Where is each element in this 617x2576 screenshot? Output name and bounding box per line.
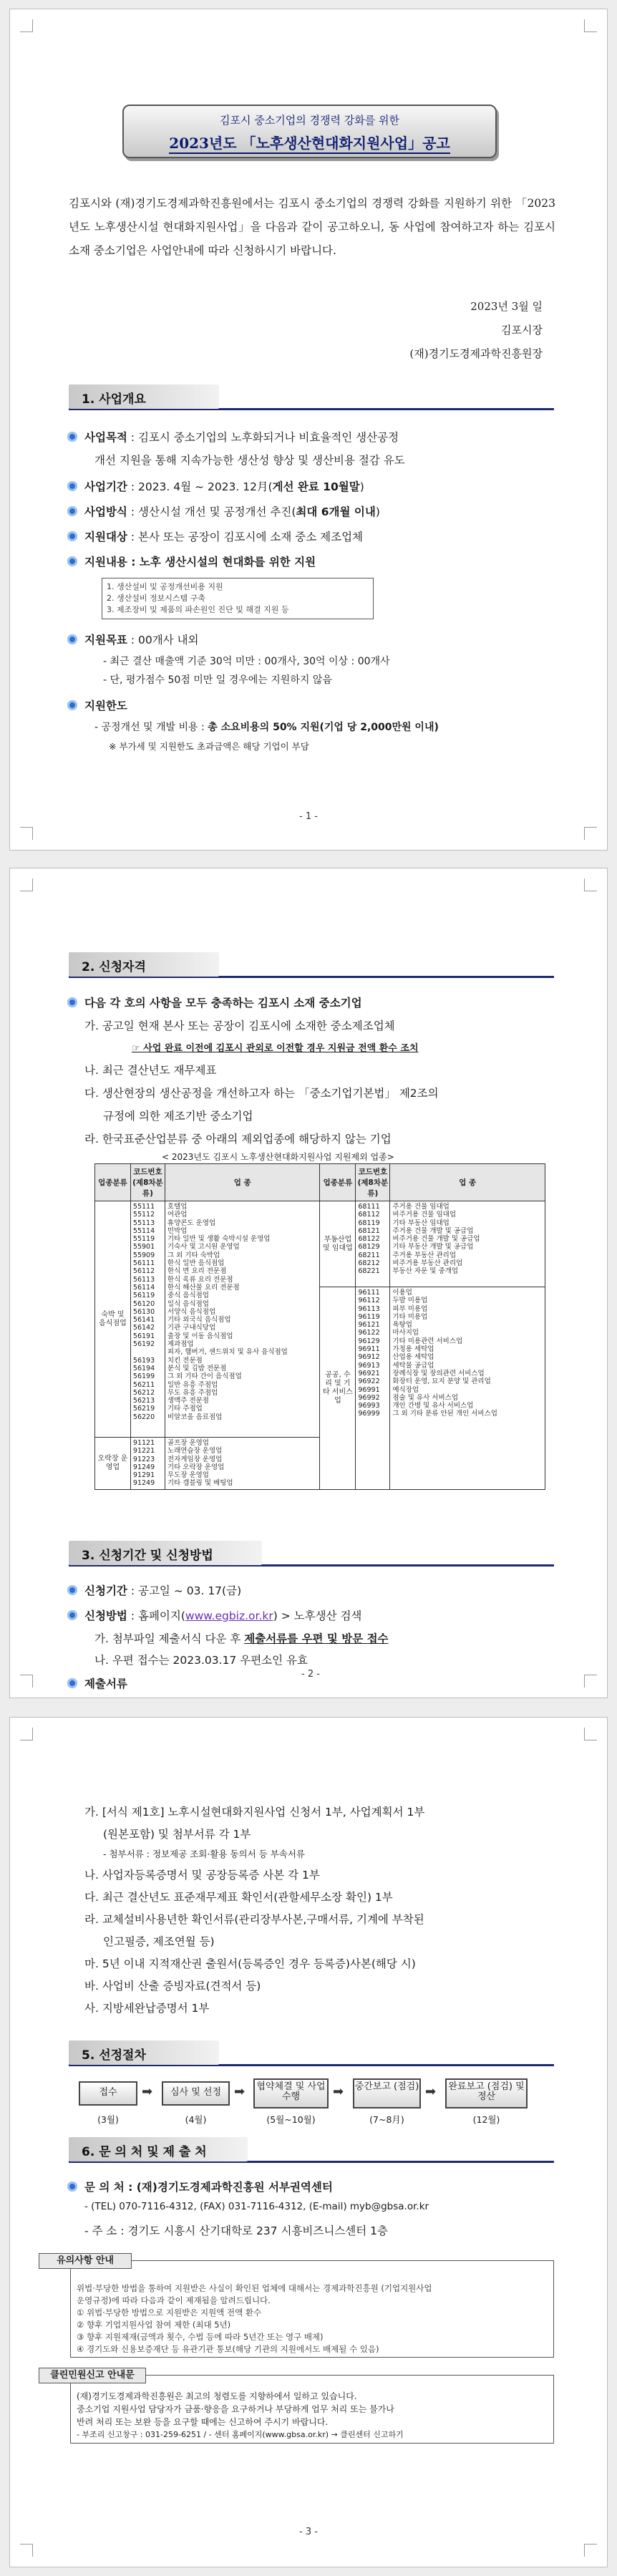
table-header-row: 업종분류 코드번호 (제8차분류) 업 종 업종분류 코드번호 (제8차분류) 업 종	[95, 1164, 545, 1201]
step-month: (5월~10월)	[266, 2114, 316, 2125]
section-heading: 6. 문 의 처 및 제 출 처	[69, 2134, 554, 2163]
page-number: - 1 -	[299, 811, 318, 822]
step-month: (3월)	[97, 2114, 119, 2125]
method-line: 사업방식 : 생산시설 개선 및 공정개선 추진(최대 6개월 이내)	[84, 505, 380, 518]
caution-line: ③ 향후 지원제재(금액과 횟수, 수법 등에 따라 5년간 또는 영구 배제)	[77, 2332, 324, 2342]
page-title: 2023년도 「노후생산현대화지원사업」공고	[124, 132, 495, 154]
caution-line: ④ 경기도와 신용보증재단 등 유관기관 통보(해당 기관의 지원에서도 배제될 수 있음)	[77, 2344, 379, 2354]
corner-mark	[20, 1728, 33, 1740]
step-month: (12월)	[472, 2114, 500, 2125]
doc-item: 사. 지방세완납증명서 1부	[84, 2002, 210, 2015]
purpose-line-2: 개선 지원을 통해 지속가능한 생산성 향상 및 생산비용 절감 유도	[94, 454, 405, 467]
doc-item: 가. [서식 제1호] 노후시설현대화지원사업 신청서 1부, 사업계획서 1부	[84, 1806, 425, 1819]
caution-line: 위법·부당한 방법을 통하여 지원받은 사실이 확인된 업체에 대해서는 경제과학진흥원 (기업지원사업	[77, 2283, 432, 2293]
caution-title: 유의사항 안내	[39, 2253, 132, 2269]
bullet-icon	[67, 1585, 77, 1595]
step-interim-report: 중간보고 (점검)	[353, 2078, 421, 2108]
step-review: 심사 및 선정	[162, 2081, 230, 2106]
content-item: 3. 제조장비 및 제품의 파손원인 진단 및 해결 지원 등	[107, 605, 289, 614]
arrow-right-icon: ➡	[333, 2084, 344, 2099]
apply-ga: 가. 첨부파일 제출서식 다운 후 제출서류를 우편 및 방문 접수	[94, 1632, 389, 1645]
bullet-icon	[67, 481, 77, 491]
intro-paragraph: 김포시와 (재)경기도경제과학진흥원에서는 김포시 중소기업의 경쟁력 강화를 지원하기 위한 「2023년도 노후생산시설 현대화지원사업」을 다음과 같이 공고하오니, 동 사업에 참여하고자 하는 김포시 소재 중소기업은 사업안내에 따라 신청하시기 바랍니다.	[69, 197, 555, 257]
notice-date: 2023년 3월 일	[470, 300, 543, 313]
apply-period-line: 신청기간 : 공고일 ~ 03. 17(금)	[84, 1584, 242, 1597]
doc-item: 다. 최근 결산년도 표준재무제표 확인서(관할세무소장 확인) 1부	[84, 1891, 393, 1904]
page-2	[9, 868, 608, 1698]
contact-address: - 주 소 : 경기도 시흥시 산기대학로 237 시흥비즈니스센터 1층	[84, 2224, 389, 2237]
section-heading: 5. 선정절차	[69, 2038, 554, 2066]
target-line: 지원대상 : 본사 또는 공장이 김포시에 소재 중소 제조업체	[84, 531, 364, 543]
signer-mayor: 김포시장	[501, 324, 543, 336]
report-line: 반려 처리 또는 보완 등을 요구할 때에는 신고하여 주시기 바랍니다.	[77, 2417, 329, 2427]
bullet-icon	[67, 432, 77, 442]
corner-mark	[584, 2544, 597, 2557]
corner-mark	[584, 827, 597, 840]
goal-sub-2: - 단, 평가점수 50점 미만 일 경우에는 지원하지 않음	[103, 674, 332, 686]
section-heading: 2. 신청자격	[69, 949, 554, 978]
eligibility-da: 다. 생산현장의 생산공정을 개선하고자 하는 「중소기업기본법」 제2조의	[84, 1087, 439, 1100]
bullet-icon	[67, 700, 77, 710]
arrow-right-icon: ➡	[234, 2084, 246, 2099]
doc-item: 나. 사업자등록증명서 및 공장등록증 사본 각 1부	[84, 1869, 320, 1882]
limit-note: ※ 부가세 및 지원한도 초과금액은 해당 기업이 부담	[109, 741, 309, 752]
corner-mark	[20, 827, 33, 840]
corner-mark	[20, 2544, 33, 2557]
doc-item: 마. 5년 이내 지적재산권 출원서(등록증인 경우 등록증)사본(해당 시)	[84, 1957, 416, 1970]
page-3	[9, 1717, 608, 2567]
apply-na: 나. 우편 접수는 2023.03.17 우편소인 유효	[94, 1654, 308, 1667]
corner-mark	[20, 19, 33, 32]
apply-method-line: 신청방법 : 홈페이지(www.egbiz.or.kr) > 노후생산 검색	[84, 1609, 362, 1622]
bullet-icon	[67, 1610, 77, 1620]
doc-item-note: - 첨부서류 : 정보제공 조회·활용 동의서 등 부속서류	[103, 1849, 306, 1859]
step-month: (4월)	[185, 2114, 207, 2125]
table-row: 오락장 운영업 91121 91221 91223 91249 91291 91249 골프장 운영업 노래연습장 운영업 전자게임장 운영업 기타 오락장 운영업 무도장 운영업 기타 갬블링 및 베팅업	[95, 1438, 545, 1490]
bullet-icon	[67, 556, 77, 566]
period-line: 사업기간 : 2023. 4월 ~ 2023. 12月(게선 완료 10월말)	[84, 480, 364, 493]
excluded-industries-table	[94, 1163, 545, 1490]
arrow-right-icon: ➡	[425, 2084, 437, 2099]
bullet-icon	[67, 997, 77, 1007]
step-final-report: 완료보고 (점검) 및 정산	[445, 2078, 528, 2108]
page-number: - 2 -	[301, 1669, 320, 1680]
corner-mark	[584, 1675, 597, 1688]
corner-mark	[20, 1675, 33, 1688]
eligibility-head: 다음 각 호의 사항을 모두 충족하는 김포시 소재 중소기업	[84, 997, 362, 1009]
caution-line: 운영규정)에 따라 다음과 같이 제재됨을 알려드립니다.	[77, 2295, 271, 2305]
title-subtitle: 김포시 중소기업의 경쟁력 강화를 위한	[220, 114, 399, 127]
docs-label: 제출서류	[84, 1677, 127, 1690]
content-item: 1. 생산설비 및 공정개선비용 지원	[107, 582, 223, 591]
section-heading: 3. 신청기간 및 신청방법	[69, 1538, 554, 1567]
bullet-icon	[67, 634, 77, 644]
report-box	[70, 2375, 554, 2444]
purpose-line: 사업목적 : 김포시 중소기업의 노후화되거나 비효율적인 생산공정	[84, 431, 399, 444]
doc-item: 라. 교체설비사용년한 확인서류(관리장부사본,구매서류, 기계에 부착된	[84, 1913, 424, 1926]
content-items-box	[102, 578, 374, 619]
eligibility-ga: 가. 공고일 현재 본사 또는 공장이 김포시에 소재한 중소제조업체	[84, 1020, 395, 1032]
doc-item: (원본포함) 및 첨부서류 각 1부	[103, 1828, 251, 1841]
corner-mark	[584, 19, 597, 32]
report-line: - 부조리 신고창구 : 031-259-6251 / - 센터 홈페이지(www.gbsa.or.kr) → 클린센터 신고하기	[77, 2430, 404, 2439]
table-caption: < 2023년도 김포시 노후생산현대화지원사업 지원제외 업종>	[162, 1152, 394, 1162]
step-month: (7~8月)	[369, 2114, 404, 2125]
contact-tel: - (TEL) 070-7116-4312, (FAX) 031-7116-4312, (E-mail) myb@gbsa.or.kr	[84, 2201, 429, 2212]
table-row: 숙박 및 음식점업 55111 55112 55113 55114 55119 55901 55909 56111 56112 56113 56114 56119 56120 56130 56141 56142 56191 56192 56193 56194 56199 56211 56212 56213 56219 56220 호텔업 여관업 휴양콘도 운영업 민박업 기타 일반 및 생활 숙박시설 운영업 기숙사 및 고시원 운영업 그 외 기타 숙박업 한식 일반 음식점업 한식 면 요리 전문점 한식 육류 요리 전문점 한식 해산물 요리 전문점 중식 음식점업 일식 음식점업 서양식 음식점업 기타 외국식 음식점업 기관 구내식당업 출장 및 이동 음식점업 제과점업 피자, 햄버거, 샌드위치 및 유사 음식점업 치킨 전문점 분식 및 김밥 전문점 그 외 기타 간이 음식점업 일반 유흥 주점업 무도 유흥 주점업 생맥주 전문점 기타 주점업 비알코올 음료점업 부동산업 및 임대업 68111 68112 68119 68121 68122 68129 68211 68212 68221 주거용 건물 임대업 비주거용 건물 임대업 기타 부동산 임대업 주거용 건물 개발 및 공급업 비주거용 건물 개발 및 공급업 기타 부동산 개발 및 공급업 주거용 부동산 관리업 비주거용 부동산 관리업 부동산 자문 및 중개업	[95, 1201, 545, 1287]
eligibility-ra: 라. 한국표준산업분류 중 아래의 제외업종에 해당하지 않는 기업	[84, 1133, 392, 1146]
eligibility-ga-note: ☞ 사업 완료 이전에 김포시 관외로 이전할 경우 지원금 전액 환수 조치	[132, 1043, 419, 1054]
corner-mark	[584, 878, 597, 891]
caution-box	[70, 2260, 554, 2358]
goal-line: 지원목표 : 00개사 내외	[84, 634, 199, 647]
step-receive: 접수	[79, 2081, 137, 2106]
report-line: (재)경기도경제과학진흥원은 최고의 청렴도를 지향하에서 일하고 있습니다.	[77, 2391, 357, 2401]
arrow-right-icon: ➡	[142, 2084, 153, 2099]
page-1	[9, 9, 608, 851]
doc-item: 바. 사업비 산출 증빙자료(견적서 등)	[84, 1980, 261, 1992]
bullet-icon	[67, 2182, 77, 2192]
step-agreement: 협약체결 및 사업수행	[253, 2078, 329, 2108]
signer-agency: (재)경기도경제과학진흥원장	[409, 347, 543, 360]
bullet-icon	[67, 1678, 77, 1688]
report-title: 클린민원신고 안내문	[39, 2368, 146, 2383]
corner-mark	[584, 1728, 597, 1740]
limit-line: 지원한도	[84, 699, 127, 712]
doc-item: 인고필증, 제조연월 등)	[103, 1935, 215, 1948]
page-number: - 3 -	[299, 2527, 318, 2537]
eligibility-na: 나. 최근 결산년도 재무제표	[84, 1064, 217, 1077]
report-line: 중소기업 지원사업 담당자가 금품·향응을 요구하거나 부당하게 업무 처리 또는 불가나	[77, 2404, 394, 2414]
title-box	[122, 105, 497, 158]
section-heading: 1. 사업개요	[69, 382, 554, 410]
bullet-icon	[67, 531, 77, 541]
eligibility-da-2: 규정에 의한 제조기반 중소기업	[103, 1110, 253, 1123]
contact-line: 문 의 처 : (재)경기도경제과학진흥원 서부권역센터	[84, 2181, 333, 2194]
caution-line: ① 위법·부당한 방법으로 지원받은 지원액 전액 환수	[77, 2308, 262, 2318]
limit-sub-1: - 공정개선 및 개발 비용 : 총 소요비용의 50% 지원(기업 당 2,000만원 이내)	[94, 722, 439, 733]
bullet-icon	[67, 506, 77, 516]
homepage-link[interactable]: www.egbiz.or.kr	[185, 1609, 273, 1622]
caution-line: ② 향후 기업지원사업 참여 제한 (최대 5년)	[77, 2320, 231, 2330]
table-row: 공공, 수리 및 기타 서비스업 96111 96112 96113 96119 96121 96122 96129 96911 96912 96913 96921 96922 96991 96992 96993 96999 이용업 두발 미용업 피부 미용업 기타 미용업 욕탕업 마사지업 기타 미용관련 서비스업 가정용 세탁업 산업용 세탁업 세탁물 공급업 장례식장 및 장의관련 서비스업 화장터 운영, 묘지 분양 및 관리업 예식장업 점술 및 유사 서비스업 개인 간병 및 유사 서비스업 그 외 기타 분류 안된 개인 서비스업	[95, 1287, 545, 1438]
goal-sub-1: - 최근 결산 매출액 기준 30억 미만 : 00개사, 30억 이상 : 00개사	[103, 656, 390, 667]
corner-mark	[20, 878, 33, 891]
content-line: 지원내용 : 노후 생산시설의 현대화를 위한 지원	[84, 556, 316, 568]
content-item: 2. 생산설비 정보시스템 구축	[107, 594, 205, 603]
